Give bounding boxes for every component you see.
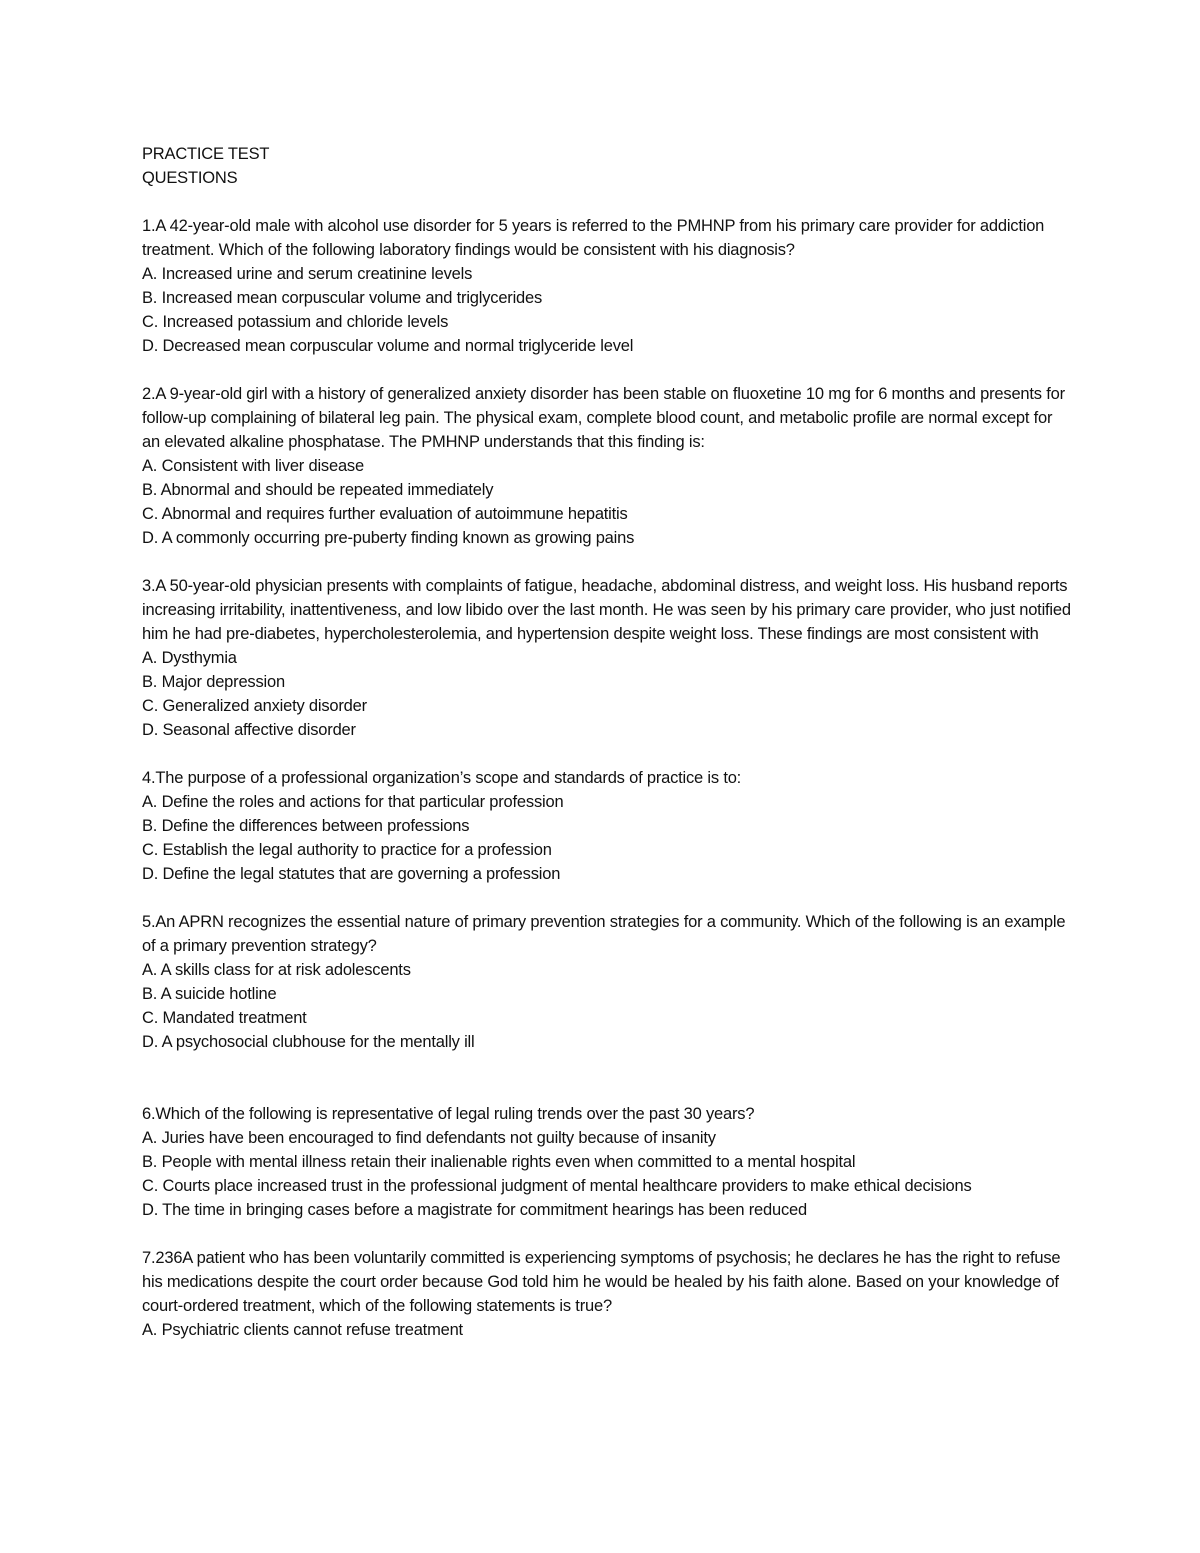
- answer-option: D. The time in bringing cases before a magistrate for commitment hearings has been reduced: [142, 1201, 807, 1219]
- document-subtitle: QUESTIONS: [142, 169, 238, 187]
- answer-option: B. Major depression: [142, 673, 285, 691]
- question-stem: 2.A 9-year-old girl with a history of generalized anxiety disorder has been stable on fluoxetine 10 mg for 6 months and presents for follow-up complaining of bilateral leg pain. The physical exam, complete blood count, and metabolic profile are normal except for an elevated alkaline phosphatase. The PMHNP understands that this finding is:: [142, 385, 1065, 451]
- question-stem: 6.Which of the following is representative of legal ruling trends over the past 30 years?: [142, 1105, 755, 1123]
- answer-option: C. Mandated treatment: [142, 1009, 307, 1027]
- answer-option: D. Seasonal affective disorder: [142, 721, 356, 739]
- question-4: [142, 766, 1072, 886]
- answer-option: A. Consistent with liver disease: [142, 457, 364, 475]
- answer-option: A. Psychiatric clients cannot refuse treatment: [142, 1321, 463, 1339]
- answer-option: B. Increased mean corpuscular volume and triglycerides: [142, 289, 543, 307]
- answer-option: C. Courts place increased trust in the professional judgment of mental healthcare providers to make ethical decisions: [142, 1177, 972, 1195]
- question-stem: 3.A 50-year-old physician presents with complaints of fatigue, headache, abdominal distress, and weight loss. His husband reports increasing irritability, inattentiveness, and low libido over the last month. He was seen by his primary care provider, who just notified him he had pre-diabetes, hypercholesterolemia, and hypertension despite weight loss. These findings are most consistent with: [142, 577, 1071, 643]
- question-stem: 7.236A patient who has been voluntarily committed is experiencing symptoms of psychosis; he declares he has the right to refuse his medications despite the court order because God told him he would be healed by his faith alone. Based on your knowledge of court-ordered treatment, which of the following statements is true?: [142, 1249, 1061, 1315]
- answer-option: D. Define the legal statutes that are governing a profession: [142, 865, 561, 883]
- question-stem: 1.A 42-year-old male with alcohol use disorder for 5 years is referred to the PMHNP from his primary care provider for addiction treatment. Which of the following laboratory findings would be consistent with his diagnosis?: [142, 217, 1045, 259]
- answer-option: C. Establish the legal authority to practice for a profession: [142, 841, 552, 859]
- answer-option: C. Generalized anxiety disorder: [142, 697, 367, 715]
- answer-option: D. Decreased mean corpuscular volume and normal triglyceride level: [142, 337, 634, 355]
- document-content: [142, 142, 1072, 1342]
- answer-option: B. People with mental illness retain their inalienable rights even when committed to a mental hospital: [142, 1153, 856, 1171]
- answer-option: C. Abnormal and requires further evaluation of autoimmune hepatitis: [142, 505, 628, 523]
- document-title: PRACTICE TEST: [142, 145, 270, 163]
- answer-option: B. Abnormal and should be repeated immediately: [142, 481, 494, 499]
- question-6: [142, 1102, 1072, 1222]
- answer-option: A. Increased urine and serum creatinine levels: [142, 265, 473, 283]
- question-5: [142, 910, 1072, 1054]
- answer-option: A. Juries have been encouraged to find defendants not guilty because of insanity: [142, 1129, 716, 1147]
- answer-option: B. Define the differences between professions: [142, 817, 470, 835]
- question-stem: 5.An APRN recognizes the essential nature of primary prevention strategies for a community. Which of the following is an example of a primary prevention strategy?: [142, 913, 1066, 955]
- answer-option: C. Increased potassium and chloride levels: [142, 313, 449, 331]
- answer-option: A. Define the roles and actions for that particular profession: [142, 793, 564, 811]
- question-stem: 4.The purpose of a professional organization’s scope and standards of practice is to:: [142, 769, 742, 787]
- answer-option: A. Dysthymia: [142, 649, 237, 667]
- question-7: [142, 1246, 1072, 1342]
- answer-option: D. A commonly occurring pre-puberty finding known as growing pains: [142, 529, 635, 547]
- question-2: [142, 382, 1072, 550]
- question-3: [142, 574, 1072, 742]
- question-1: [142, 214, 1072, 358]
- answer-option: B. A suicide hotline: [142, 985, 277, 1003]
- answer-option: A. A skills class for at risk adolescents: [142, 961, 411, 979]
- answer-option: D. A psychosocial clubhouse for the mentally ill: [142, 1033, 475, 1051]
